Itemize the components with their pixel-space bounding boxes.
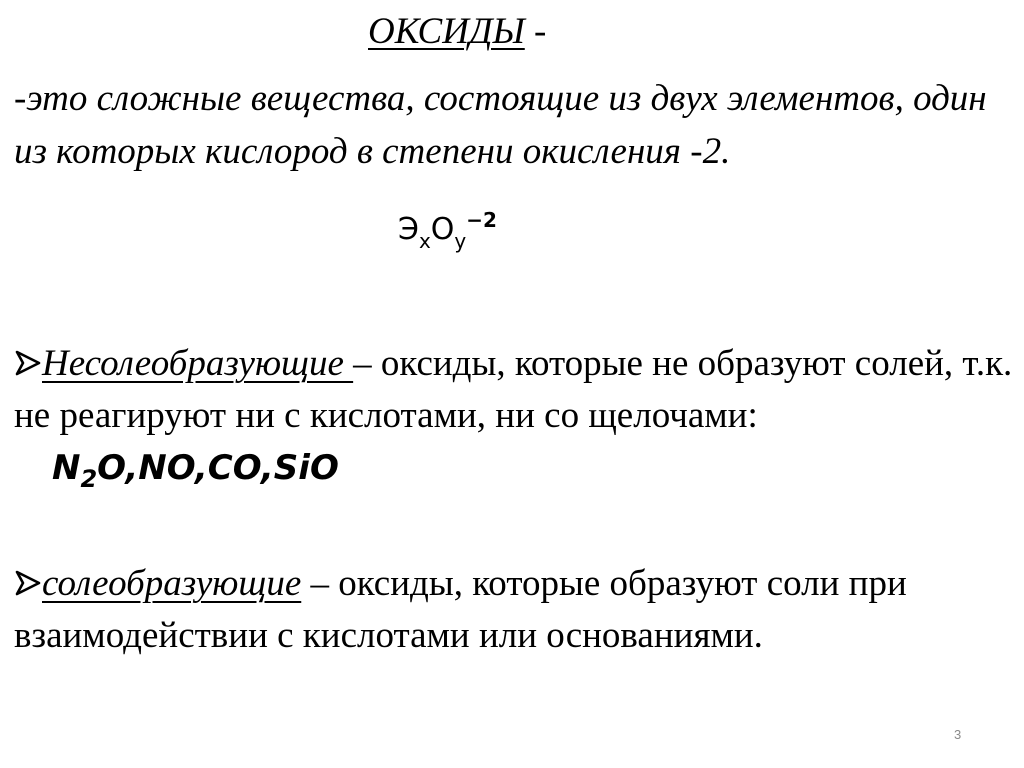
salt-forming-bullet: [14, 558, 1014, 662]
chem-n-subscript: 2: [80, 465, 98, 493]
chem-n: N: [52, 448, 81, 488]
non-salt-forming-examples: [52, 448, 339, 493]
formula-oxygen: O: [430, 212, 455, 247]
salt-forming-text: – оксиды, которые образуют соли при взаимодействии с кислотами или основаниями.: [14, 563, 907, 656]
page-number: 3: [954, 727, 962, 742]
formula-charge: −2: [466, 208, 497, 232]
oxide-definition: -это сложные вещества, состоящие из двух элементов, один из которых кислород в степени окисления -2.: [14, 78, 987, 172]
non-salt-forming-bullet: [14, 338, 1014, 494]
formula-index-y: y: [454, 229, 467, 253]
arrowhead-bullet-icon: [14, 349, 42, 377]
formula-element: Э: [398, 212, 419, 247]
heading-title: ОКСИДЫ: [368, 11, 525, 52]
non-salt-forming-term: Несолеобразующие: [42, 343, 354, 384]
formula-index-x: x: [418, 229, 431, 253]
non-salt-forming-text: – оксиды, которые не образуют солей, т.к. не реагируют ни с кислотами, ни со щелочами:: [14, 343, 1013, 436]
slide-heading: [368, 10, 546, 53]
arrowhead-bullet-icon: [14, 569, 42, 597]
heading-dash: -: [524, 11, 547, 52]
oxide-general-formula: [398, 208, 497, 253]
chem-rest: O,NO,CO,SiO: [97, 448, 339, 488]
salt-forming-term: солеобразующие: [42, 563, 302, 604]
